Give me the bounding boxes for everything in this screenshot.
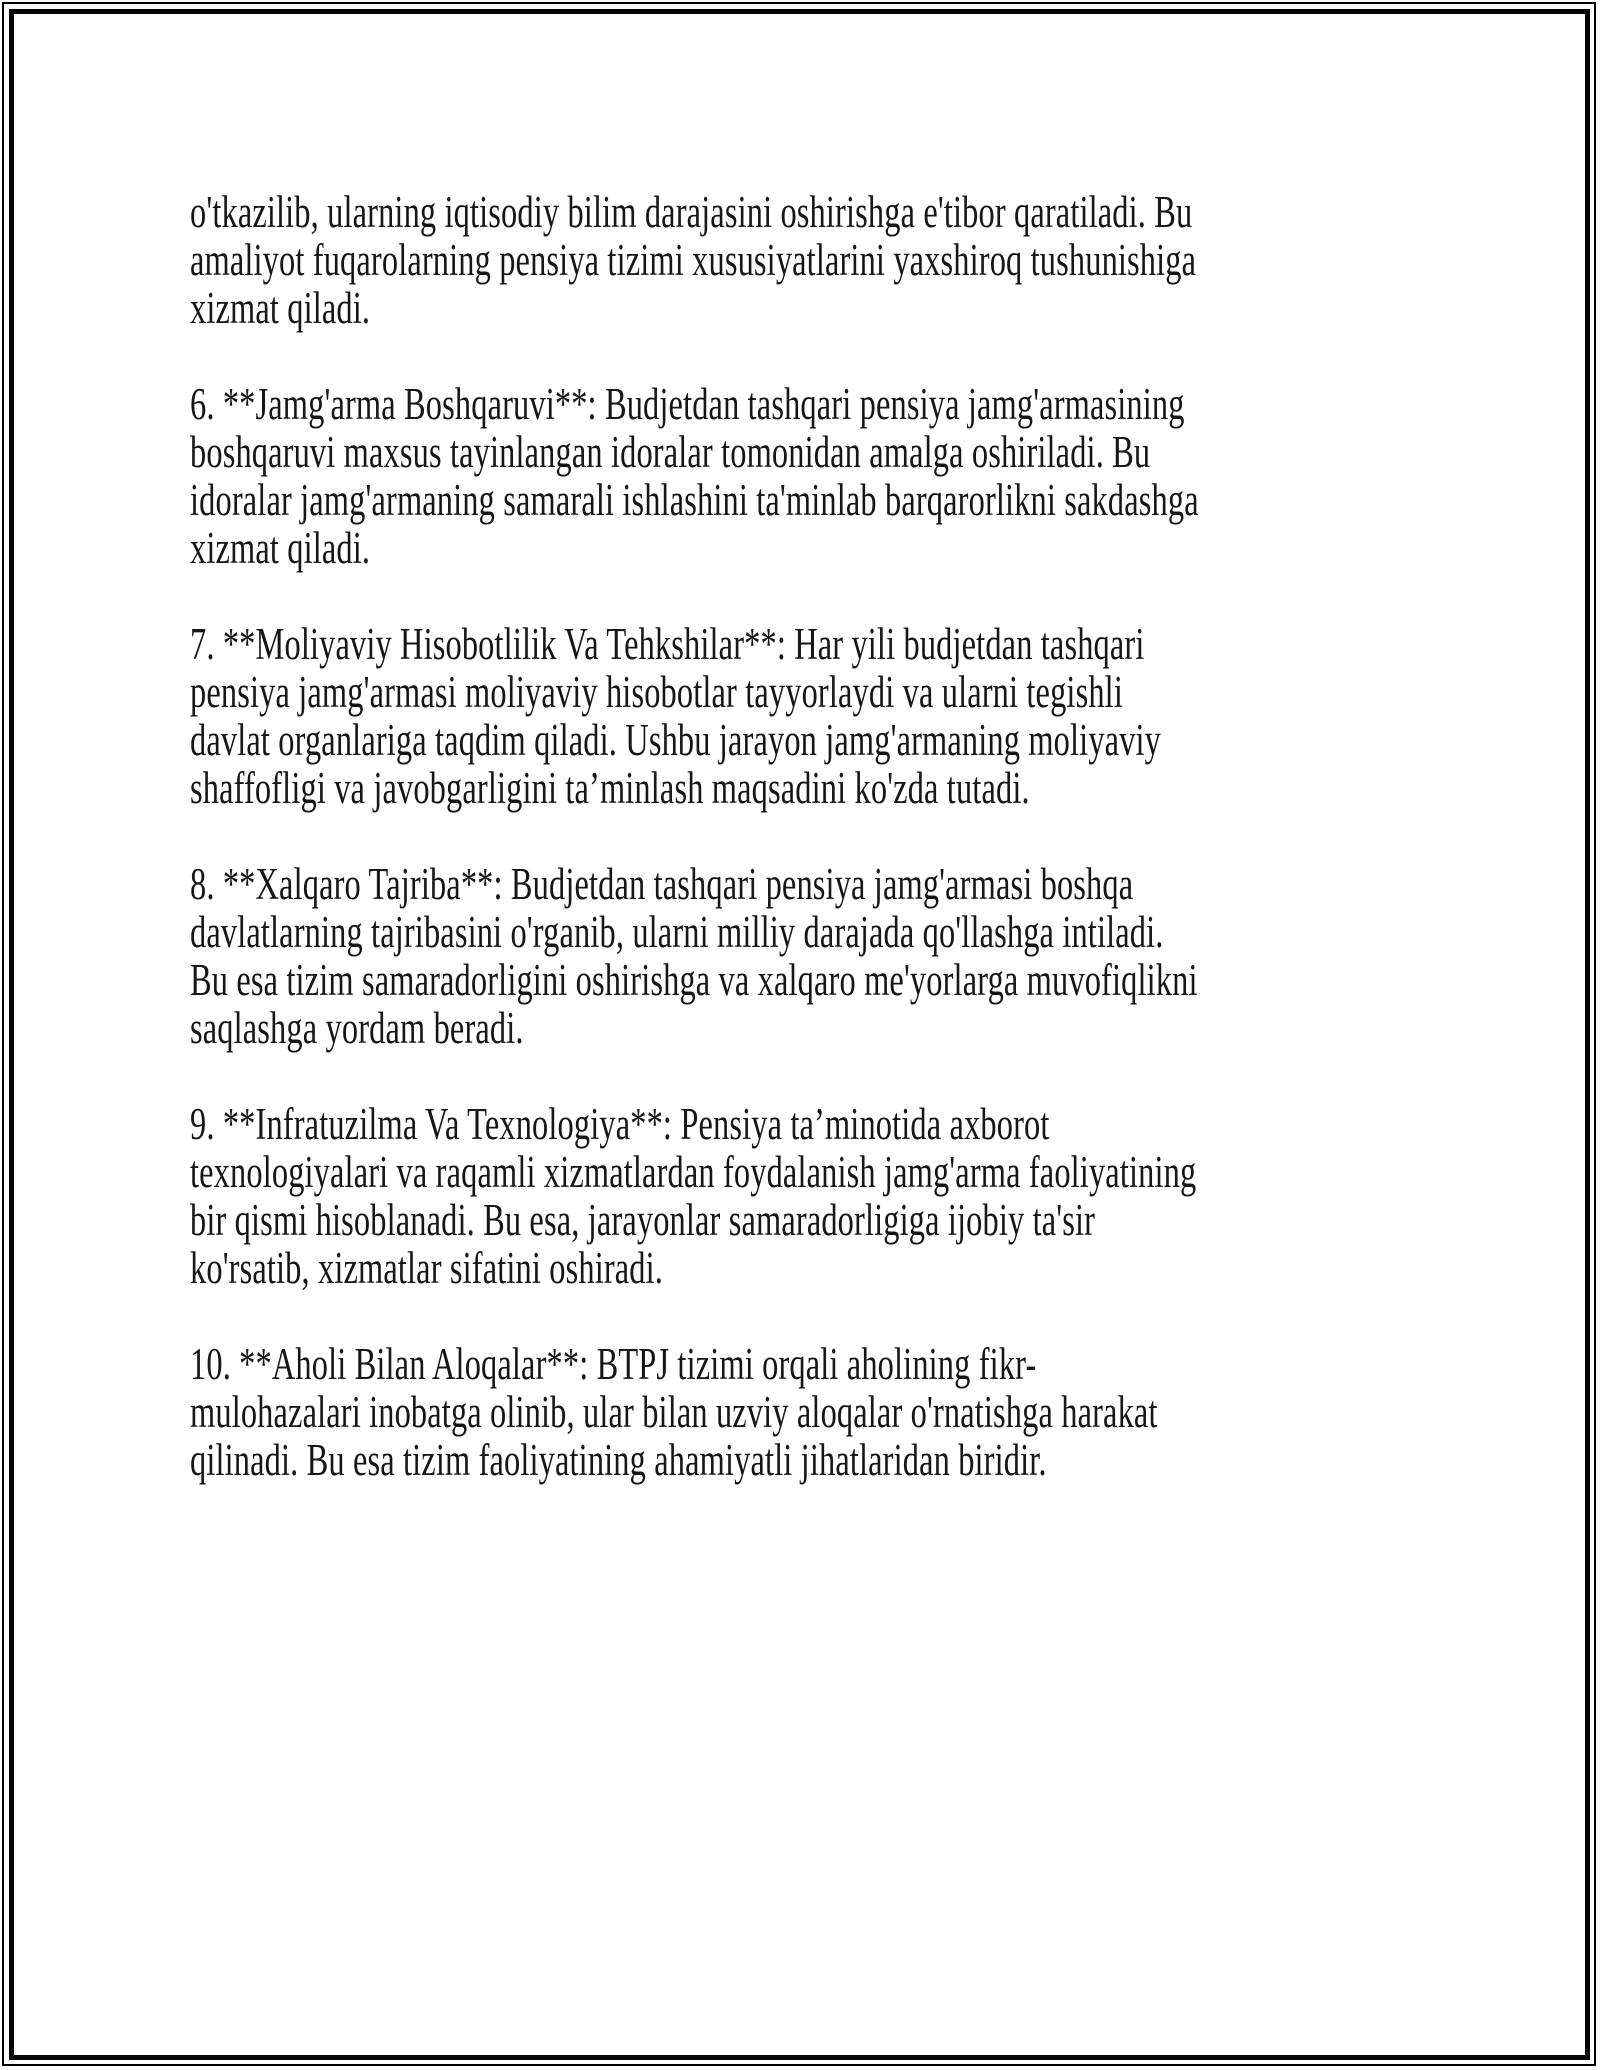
text-line: Bu esa tizim samaradorligini oshirishga va xalqaro me'yorlarga muvofiqlikni: [190, 955, 1198, 1005]
text-line: shaffofligi va javobgarligini ta’minlash maqsadini ko'zda tutadi.: [190, 763, 1030, 813]
text-line: 10. **Aholi Bilan Aloqalar**: BTPJ tizimi orqali aholining fikr-: [190, 1339, 1037, 1389]
paragraph: [190, 1340, 1371, 1484]
text-line: idoralar jamg'armaning samarali ishlashini ta'minlab barqarorlikni sakdashga: [190, 475, 1199, 525]
text-line: pensiya jamg'armasi moliyaviy hisobotlar tayyorlaydi va ularni tegishli: [190, 667, 1123, 717]
text-line: 8. **Xalqaro Tajriba**: Budjetdan tashqari pensiya jamg'armasi boshqa: [190, 859, 1134, 909]
paragraph: [190, 188, 1371, 332]
text-line: 7. **Moliyaviy Hisobotlilik Va Tehkshilar**: Har yili budjetdan tashqari: [190, 619, 1145, 669]
text-line: davlatlarning tajribasini o'rganib, ularni milliy darajada qo'llashga intiladi.: [190, 907, 1164, 957]
paragraph: [190, 620, 1371, 812]
text-line: boshqaruvi maxsus tayinlangan idoralar tomonidan amalga oshiriladi. Bu: [190, 427, 1151, 477]
text-line: mulohazalari inobatga olinib, ular bilan uzviy aloqalar o'rnatishga harakat: [190, 1387, 1158, 1437]
text-line: o'tkazilib, ularning iqtisodiy bilim darajasini oshirishga e'tibor qaratiladi. Bu: [190, 187, 1193, 237]
paragraph: [190, 1100, 1371, 1292]
text-line: texnologiyalari va raqamli xizmatlardan foydalanish jamg'arma faoliyatining: [190, 1147, 1197, 1197]
text-line: xizmat qiladi.: [190, 283, 371, 333]
text-line: qilinadi. Bu esa tizim faoliyatining ahamiyatli jihatlaridan biridir.: [190, 1435, 1047, 1485]
text-line: amaliyot fuqarolarning pensiya tizimi xususiyatlarini yaxshiroq tushunishiga: [190, 235, 1197, 285]
text-line: xizmat qiladi.: [190, 523, 371, 573]
text-line: 6. **Jamg'arma Boshqaruvi**: Budjetdan tashqari pensiya jamg'armasining: [190, 379, 1185, 429]
document-text: [190, 188, 1371, 1532]
text-line: saqlashga yordam beradi.: [190, 1003, 524, 1053]
text-line: ko'rsatib, xizmatlar sifatini oshiradi.: [190, 1243, 664, 1293]
text-line: bir qismi hisoblanadi. Bu esa, jarayonlar samaradorligiga ijobiy ta'sir: [190, 1195, 1096, 1245]
text-line: davlat organlariga taqdim qiladi. Ushbu jarayon jamg'armaning moliyaviy: [190, 715, 1162, 765]
paragraph: [190, 380, 1371, 572]
paragraph: [190, 860, 1371, 1052]
text-line: 9. **Infratuzilma Va Texnologiya**: Pensiya ta’minotida axborot: [190, 1099, 1050, 1149]
